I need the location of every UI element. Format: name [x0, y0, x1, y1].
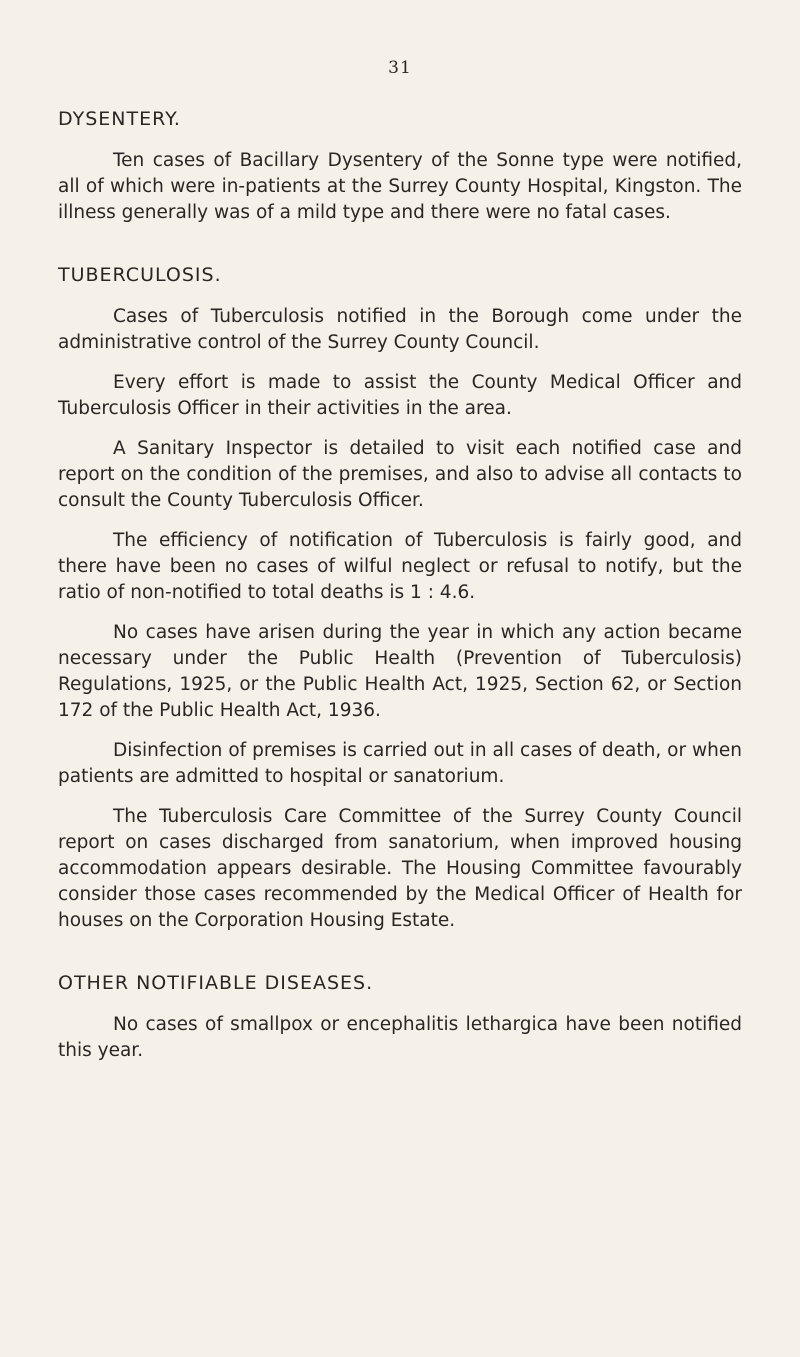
page-content [58, 108, 742, 1102]
paragraph: Ten cases of Bacillary Dysentery of the Sonne type were notified, all of which were in-patients at the Surrey County Hospital, Kingston. The illness generally was of a mild type and there were no fatal cases. [58, 150, 742, 223]
paragraph: A Sanitary Inspector is detailed to visit each notified case and report on the condition of the premises, and also to advise all contacts to consult the County Tuberculosis Officer. [58, 438, 742, 511]
section-heading: TUBERCULOSIS. [58, 264, 222, 286]
section-tuberculosis [58, 264, 742, 934]
paragraph: No cases have arisen during the year in which any action became necessary under the Public Health (Prevention of Tuberculosis) Regulations, 1925, or the Public Health Act, 1925, Section 62, or Section 172 of the Public Health Act, 1936. [58, 622, 742, 721]
paragraph: Every effort is made to assist the County Medical Officer and Tuberculosis Officer in their activities in the area. [58, 372, 742, 419]
section-other-notifiable-diseases [58, 972, 742, 1064]
paragraph: Disinfection of premises is carried out in all cases of death, or when patients are admitted to hospital or sanatorium. [58, 740, 742, 787]
section-dysentery [58, 108, 742, 226]
section-heading: DYSENTERY. [58, 108, 181, 130]
paragraph: The Tuberculosis Care Committee of the Surrey County Council report on cases discharged from sanatorium, when improved housing accommodation appears desirable. The Housing Committee favourably consider those cases recommended by the Medical Officer of Health for houses on the Corporation Housing Estate. [58, 806, 742, 931]
paragraph: Cases of Tuberculosis notified in the Borough come under the administrative control of the Surrey County Council. [58, 306, 742, 353]
paragraph: No cases of smallpox or encephalitis lethargica have been notified this year. [58, 1014, 742, 1061]
section-heading: OTHER NOTIFIABLE DISEASES. [58, 972, 374, 994]
paragraph: The efficiency of notification of Tuberculosis is fairly good, and there have been no cases of wilful neglect or refusal to notify, but the ratio of non-notified to total deaths is 1 : 4.6. [58, 530, 742, 603]
page-number: 31 [388, 58, 412, 78]
